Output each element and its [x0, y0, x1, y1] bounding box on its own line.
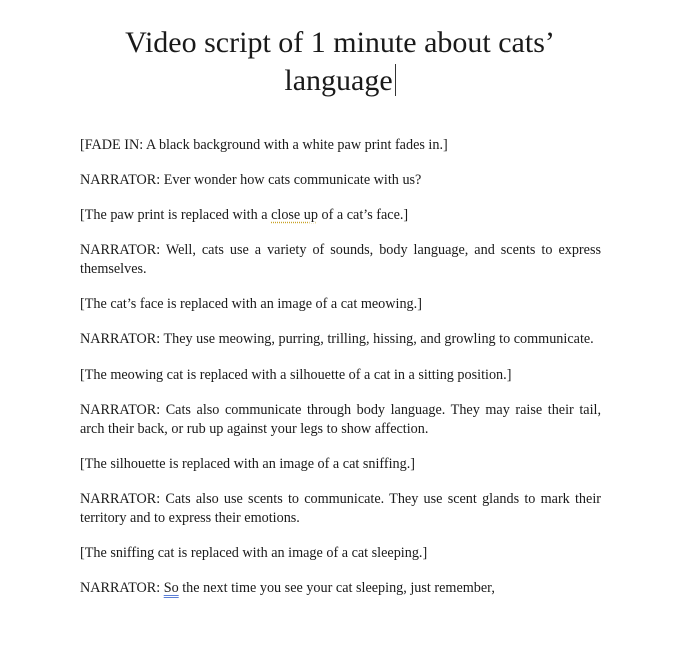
document-title[interactable]	[80, 24, 600, 100]
paragraph-text: of a cat’s face.]	[317, 207, 409, 223]
script-paragraph[interactable]: [The meowing cat is replaced with a silhouette of a cat in a sitting position.]	[80, 367, 512, 383]
script-paragraph[interactable]: NARRATOR: Cats also communicate through body language. They may raise their tail, arch their back, or rub up against your legs to show affection.	[80, 402, 601, 437]
script-paragraph[interactable]	[80, 206, 601, 225]
script-paragraph[interactable]: [FADE IN: A black background with a white paw print fades in.]	[80, 137, 448, 153]
script-paragraph[interactable]	[80, 579, 601, 598]
text-cursor	[395, 64, 396, 96]
script-paragraph[interactable]: [The sniffing cat is replaced with an image of a cat sleeping.]	[80, 545, 428, 561]
paragraph-text: the next time you see your cat sleeping, just remember,	[178, 580, 495, 596]
script-paragraph[interactable]: NARRATOR: They use meowing, purring, trilling, hissing, and growling to communicate.	[80, 331, 594, 347]
script-paragraph[interactable]: [The silhouette is replaced with an image of a cat sniffing.]	[80, 456, 415, 472]
grammar-flagged-text[interactable]: So	[163, 580, 179, 596]
script-paragraph[interactable]: [The cat’s face is replaced with an image of a cat meowing.]	[80, 296, 422, 312]
spelling-flagged-text[interactable]: close up	[271, 207, 318, 223]
script-paragraph[interactable]: NARRATOR: Ever wonder how cats communicate with us?	[80, 172, 422, 188]
title-text: Video script of 1 minute about cats’ language	[125, 26, 555, 97]
paragraph-text: [The paw print is replaced with a	[80, 207, 272, 223]
script-paragraph[interactable]: NARRATOR: Cats also use scents to communicate. They use scent glands to mark their territory and to express their emotions.	[80, 491, 601, 526]
paragraph-text: NARRATOR:	[80, 580, 164, 596]
script-paragraph[interactable]: NARRATOR: Well, cats use a variety of sounds, body language, and scents to express themselves.	[80, 242, 601, 277]
